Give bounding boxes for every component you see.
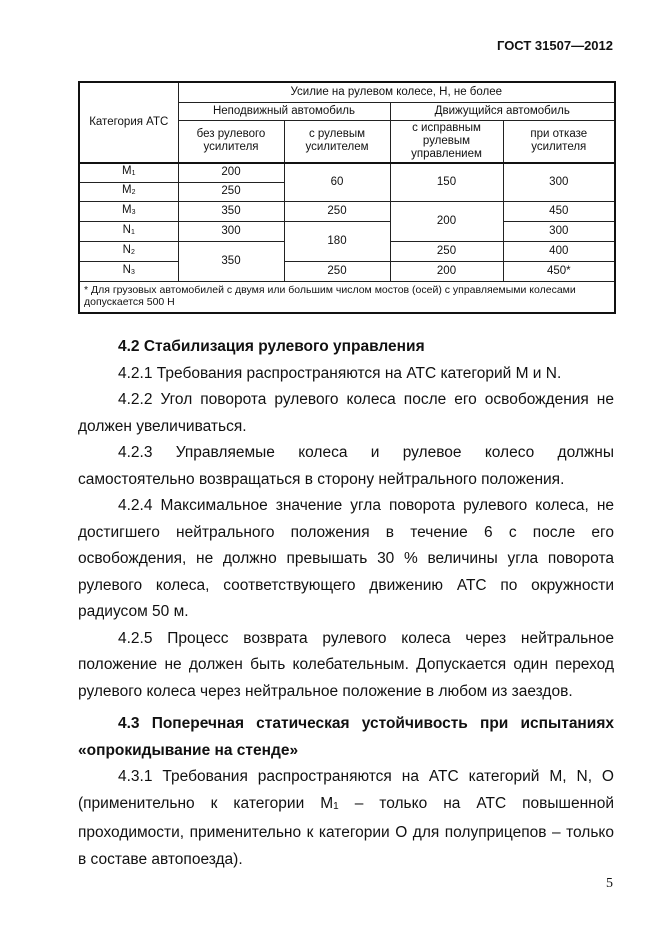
- header-category: Категория АТС: [79, 82, 178, 163]
- value-cell: 250: [390, 241, 503, 261]
- paragraph: 4.2.5 Процесс возврата рулевого колеса через нейтральное положение не должен быть колебательным. Допускается один переход рулевого колеса через нейтральное положение в любом из заездов.: [78, 629, 614, 700]
- section-4-2: [78, 334, 614, 705]
- value-cell: 200: [390, 201, 503, 241]
- category-cell: $M_1$: [79, 163, 178, 182]
- paragraph: 4.2.4 Максимальное значение угла поворота рулевого колеса, не достигшего нейтрального положения в течение 6 с после его освобождения, не должно превышать 30 % величины угла поворота рулевого колеса, соответствующего движению АТС по окружности радиусом 50 м.: [78, 497, 614, 620]
- category-cell: $N_1$: [79, 221, 178, 241]
- header-booster-failure: при отказе усилителя: [503, 120, 615, 163]
- category-cell: $M_2$: [79, 182, 178, 201]
- section-heading: 4.2 Стабилизация рулевого управления: [118, 338, 425, 355]
- value-cell: 450*: [503, 261, 615, 281]
- table-footnote: * Для грузовых автомобилей с двумя или большим числом мостов (осей) с управляемыми колесами допускается 500 Н: [79, 281, 615, 313]
- category-cell: $N_3$: [79, 261, 178, 281]
- value-cell: 180: [284, 221, 390, 261]
- value-cell: 400: [503, 241, 615, 261]
- value-cell: 60: [284, 163, 390, 201]
- category-cell: $M_3$: [79, 201, 178, 221]
- value-cell: 350: [178, 201, 284, 221]
- value-cell: 250: [284, 201, 390, 221]
- header-moving: Движущийся автомобиль: [390, 102, 615, 120]
- header-force: Усилие на рулевом колесе, Н, не более: [178, 82, 615, 102]
- value-cell: 300: [178, 221, 284, 241]
- value-cell: 450: [503, 201, 615, 221]
- document-header: ГОСТ 31507—2012: [497, 38, 613, 53]
- value-cell: 200: [390, 261, 503, 281]
- value-cell: 200: [178, 163, 284, 182]
- section-heading: 4.3 Поперечная статическая устойчивость при испытаниях «опрокидывание на стенде»: [78, 715, 614, 759]
- section-4-3: [78, 711, 614, 873]
- header-stationary: Неподвижный автомобиль: [178, 102, 390, 120]
- value-cell: 300: [503, 221, 615, 241]
- value-cell: 350: [178, 241, 284, 281]
- value-cell: 250: [178, 182, 284, 201]
- header-no-booster: без рулевого усилителя: [178, 120, 284, 163]
- header-with-booster: с рулевым усилителем: [284, 120, 390, 163]
- paragraph: 4.2.2 Угол поворота рулевого колеса после его освобождения не должен увеличиваться.: [78, 391, 614, 435]
- value-cell: 250: [284, 261, 390, 281]
- paragraph: 4.2.3 Управляемые колеса и рулевое колесо должны самостоятельно возвращаться в сторону нейтрального положения.: [78, 444, 614, 488]
- value-cell: 150: [390, 163, 503, 201]
- paragraph: 4.3.1 Требования распространяются на АТС категорий М, N, О (применительно к категории $М_1$ – только на АТС повышенной проходимости, применительно к категории О для полуприцепов – только в составе автопоезда).: [78, 768, 614, 868]
- paragraph: 4.2.1 Требования распространяются на АТС категорий М и N.: [118, 364, 562, 382]
- category-cell: $N_2$: [79, 241, 178, 261]
- header-working-steering: с исправным рулевым управлением: [390, 120, 503, 163]
- page-number: 5: [606, 876, 613, 891]
- value-cell: 300: [503, 163, 615, 201]
- steering-force-table: [78, 81, 616, 314]
